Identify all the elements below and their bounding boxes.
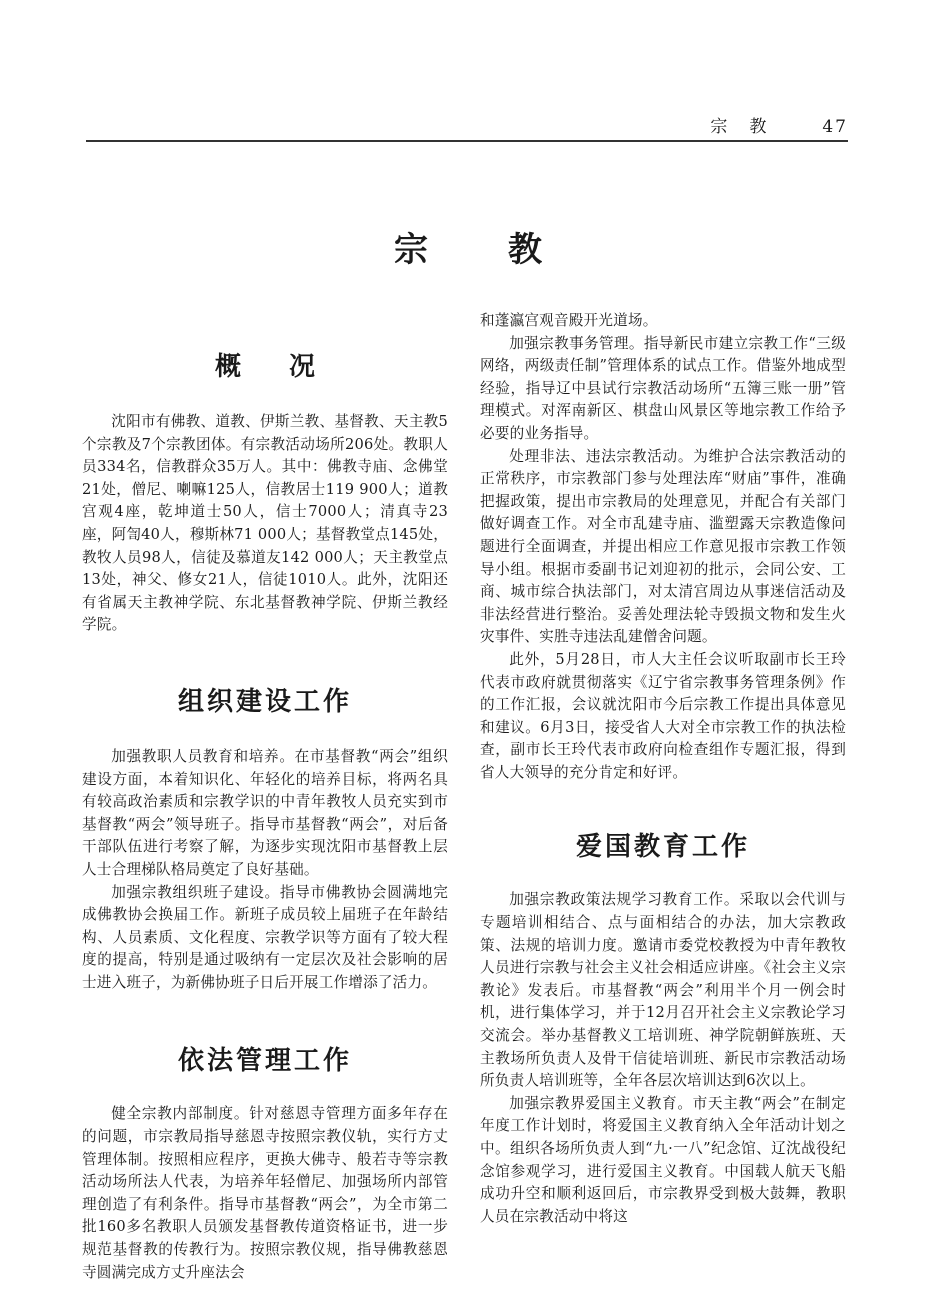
- section-heading-organization: 组织建设工作: [177, 686, 352, 717]
- paragraph: 健全宗教内部制度。针对慈恩寺管理方面多年存在的问题，市宗教局指导慈恩寺按照宗教仪轨，实行方丈管理体制。按照相应程序，更换大佛寺、般若寺等宗教活动场所法人代表，为培养年轻僧尼、加强场所内部管理创造了有利条件。指导市基督教“两会”，为全市第二批160多名教职人员颁发基督教传道资格证书，进一步规范基督教的传教行为。按照宗教仪规，指导佛教慈恩寺圆满完成方丈升座法会: [82, 1105, 448, 1281]
- section-heading-overview: 概况: [214, 352, 363, 382]
- paragraph: 加强宗教界爱国主义教育。市天主教“两会”在制定年度工作计划时，将爱国主义教育纳入全年活动计划之中。组织各场所负责人到“九·一八”纪念馆、辽沈战役纪念馆参观学习，进行爱国主义教育。中国载人航天飞船成功升空和顺利返回后，市宗教界受到极大鼓舞，教职人员在宗教活动中将这: [480, 1094, 846, 1225]
- running-head: [0, 112, 848, 137]
- page-number: 47: [822, 117, 848, 137]
- paragraph: 处理非法、违法宗教活动。为维护合法宗教活动的正常秩序，市宗教部门参与处理法库“财庙”事件，准确把握政策，提出市宗教局的处理意见，并配合有关部门做好调查工作。对全市乱建寺庙、滥塑露天宗教造像问题进行全面调查，并提出相应工作意见报市宗教工作领导小组。根据市委副书记刘迎初的批示，会同公安、工商、城市综合执法部门，对太清宫周边从事迷信活动及非法经营进行整治。妥善处理法轮寺毁损文物和发生火灾事件、实胜寺违法乱建僧舍问题。: [480, 447, 846, 646]
- right-column: [480, 310, 846, 1228]
- paragraph: 加强教职人员教育和培养。在市基督教“两会”组织建设方面，本着知识化、年轻化的培养目标，将两名具有较高政治素质和宗教学识的中青年教牧人员充实到市基督教“两会”领导班子。指导市基督教“两会”，对后备干部队伍进行考察了解，为逐步实现沈阳市基督教上层人士合理梯队格局奠定了良好基础。: [82, 747, 448, 878]
- paragraph-continuation: 和蓬瀛宫观音殿开光道场。: [480, 312, 658, 329]
- paragraph: 此外，5月28日，市人大主任会议听取副市长王玲代表市政府就贯彻落实《辽宁省宗教事务管理条例》作的工作汇报，会议就沈阳市今后宗教工作提出具体意见和建议。6月3日，接受省人大对全市宗教工作的执法检查，副市长王玲代表市政府向检查组作专题汇报，得到省人大领导的充分肯定和好评。: [480, 650, 846, 781]
- paragraph: 加强宗教政策法规学习教育工作。采取以会代训与专题培训相结合、点与面相结合的办法，加大宗教政策、法规的培训力度。邀请市委党校教授为中青年教牧人员进行宗教与社会主义社会相适应讲座。《社会主义宗教论》发表后。市基督教“两会”利用半个月一例会时机，进行集体学习，并于12月召开社会主义宗教论学习交流会。举办基督教义工培训班、神学院朝鲜族班、天主教场所负责人及骨干信徒培训班、新民市宗教活动场所负责人培训班等，全年各层次培训达到6次以上。: [480, 891, 846, 1090]
- running-head-section: 宗教: [710, 117, 789, 137]
- paragraph: 加强宗教事务管理。指导新民市建立宗教工作“三级网络，两级责任制”管理体系的试点工作。借鉴外地成型经验，指导辽中县试行宗教活动场所“五簿三账一册”管理模式。对浑南新区、棋盘山风景区等地宗教工作给予必要的业务指导。: [480, 334, 846, 442]
- paragraph: 沈阳市有佛教、道教、伊斯兰教、基督教、天主教5个宗教及7个宗教团体。有宗教活动场所206处。教职人员334名，信教群众35万人。其中：佛教寺庙、念佛堂21处，僧尼、喇嘛125人，信教居士119 900人；道教宫观4座，乾坤道士50人，信士7000人；清真寺23座，阿訇40人，穆斯林71 000人；基督教堂点145处，教牧人员98人，信徒及慕道友142 000人；天主教堂点13处，神父、修女21人，信徒1010人。此外，沈阳还有省属天主教神学院、东北基督教神学院、伊斯兰教经学院。: [82, 413, 448, 634]
- left-column: [82, 320, 448, 1284]
- header-rule: [86, 140, 848, 142]
- section-heading-patriotic-education: 爱国教育工作: [575, 832, 750, 863]
- section-heading-legal-management: 依法管理工作: [177, 1046, 352, 1077]
- paragraph: 加强宗教组织班子建设。指导市佛教协会圆满地完成佛教协会换届工作。新班子成员较上届班子在年龄结构、人员素质、文化程度、宗教学识等方面有了较大程度的提高，特别是通过吸纳有一定层次及社会影响的居士进入班子，为新佛协班子日后开展工作增添了活力。: [82, 883, 448, 991]
- page-title: 宗教: [394, 230, 622, 270]
